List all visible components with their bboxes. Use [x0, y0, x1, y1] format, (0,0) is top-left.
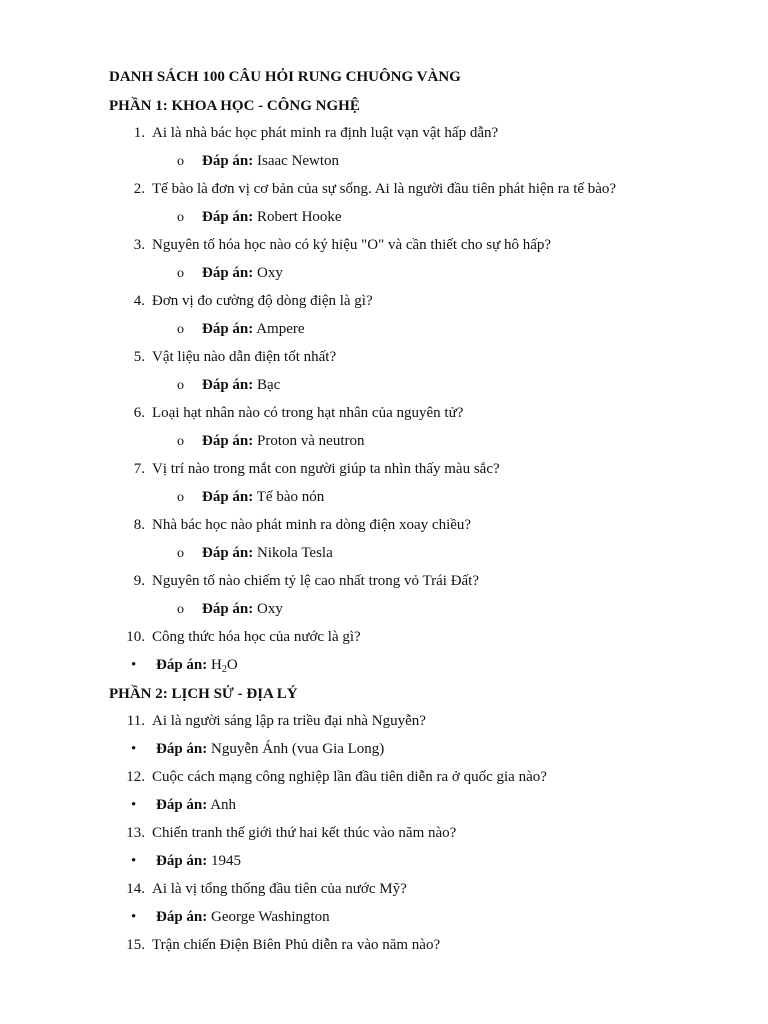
answer-item [177, 599, 283, 620]
question-text: Nguyên tố nào chiếm tỷ lệ cao nhất trong vỏ Trái Đất? [152, 573, 480, 589]
question-item [121, 879, 407, 899]
question-text: Ai là vị tổng thống đầu tiên của nước Mỹ? [152, 881, 407, 897]
answer-text: Ampere [256, 321, 305, 337]
answer-text: Nikola Tesla [257, 545, 333, 561]
answer-label: Đáp án: [202, 489, 254, 505]
answer-label: Đáp án: [156, 741, 208, 757]
bullet-icon: • [131, 657, 137, 673]
answer-item [177, 487, 324, 508]
sub-bullet-icon: o [177, 154, 184, 169]
document-title: DANH SÁCH 100 CÂU HỎI RUNG CHUÔNG VÀNG [109, 69, 461, 85]
answer-item [131, 795, 236, 815]
question-item [121, 767, 547, 787]
answer-item [177, 263, 283, 284]
answer-label: Đáp án: [202, 545, 254, 561]
answer-item [131, 851, 241, 871]
sub-bullet-icon: o [177, 210, 184, 225]
bullet-icon: • [131, 741, 137, 757]
question-text: Tế bào là đơn vị cơ bản của sự sống. Ai là người đầu tiên phát hiện ra tế bào? [152, 181, 617, 197]
question-item [121, 123, 498, 143]
question-item [121, 235, 551, 255]
question-item [121, 347, 336, 367]
question-text: Chiến tranh thế giới thứ hai kết thúc vào năm nào? [152, 825, 457, 841]
question-text: Đơn vị đo cường độ dòng điện là gì? [152, 293, 373, 309]
answer-text: Tế bào nón [256, 489, 325, 505]
answer-label: Đáp án: [156, 853, 208, 869]
question-number: 10. [126, 629, 145, 645]
answer-label: Đáp án: [156, 797, 208, 813]
answer-text: George Washington [211, 909, 330, 925]
question-number: 13. [126, 825, 145, 841]
question-number: 9. [133, 573, 145, 589]
question-item [121, 935, 440, 955]
answer-text: 1945 [211, 853, 242, 869]
answer-text: Proton và neutron [257, 433, 365, 449]
question-number: 12. [126, 769, 145, 785]
question-number: 5. [133, 349, 145, 365]
question-number: 2. [133, 181, 145, 197]
question-text: Công thức hóa học của nước là gì? [152, 629, 361, 645]
question-text: Ai là người sáng lập ra triều đại nhà Nguyễn? [152, 713, 426, 729]
answer-item [131, 655, 238, 680]
part1-heading: PHẦN 1: KHOA HỌC - CÔNG NGHỆ [109, 98, 360, 114]
question-number: 1. [133, 125, 145, 141]
answer-item [177, 207, 342, 228]
question-item [121, 515, 471, 535]
sub-bullet-icon: o [177, 266, 184, 281]
answer-text: Oxy [257, 265, 283, 281]
answer-item [177, 151, 339, 172]
sub-bullet-icon: o [177, 434, 184, 449]
answer-item [177, 375, 280, 396]
question-text: Vị trí nào trong mắt con người giúp ta nhìn thấy màu sắc? [152, 461, 500, 477]
sub-bullet-icon: o [177, 378, 184, 393]
question-number: 8. [133, 517, 145, 533]
answer-item [177, 431, 365, 452]
question-number: 14. [126, 881, 145, 897]
question-text: Trận chiến Điện Biên Phủ diễn ra vào năm nào? [152, 937, 441, 953]
question-text: Cuộc cách mạng công nghiệp lần đầu tiên diễn ra ở quốc gia nào? [152, 769, 547, 785]
sub-bullet-icon: o [177, 546, 184, 561]
answer-text: Isaac Newton [257, 153, 340, 169]
question-number: 11. [126, 713, 145, 729]
question-item [121, 711, 426, 731]
question-text: Nguyên tố hóa học nào có ký hiệu "O" và cần thiết cho sự hô hấp? [152, 237, 552, 253]
sub-bullet-icon: o [177, 322, 184, 337]
answer-label: Đáp án: [156, 909, 208, 925]
question-number: 7. [133, 461, 145, 477]
question-number: 6. [133, 405, 145, 421]
answer-label: Đáp án: [202, 209, 254, 225]
answer-label: Đáp án: [202, 153, 254, 169]
question-item [121, 179, 616, 199]
question-item [121, 459, 500, 479]
question-number: 15. [126, 937, 145, 953]
answer-text: Anh [210, 797, 237, 813]
question-number: 4. [133, 293, 145, 309]
answer-text: Nguyễn Ánh (vua Gia Long) [211, 741, 385, 757]
answer-label: Đáp án: [202, 377, 254, 393]
answer-label: Đáp án: [156, 657, 208, 673]
bullet-icon: • [131, 797, 137, 813]
answer-item [177, 543, 333, 564]
answer-label: Đáp án: [202, 265, 254, 281]
sub-bullet-icon: o [177, 602, 184, 617]
question-text: Nhà bác học nào phát minh ra dòng điện xoay chiều? [152, 517, 472, 533]
bullet-icon: • [131, 909, 137, 925]
answer-text: Oxy [257, 601, 283, 617]
answer-label: Đáp án: [202, 321, 254, 337]
answer-item [177, 319, 305, 340]
answer-label: Đáp án: [202, 601, 254, 617]
question-item [121, 571, 479, 591]
question-item [121, 403, 463, 423]
question-text: Ai là nhà bác học phát minh ra định luật vạn vật hấp dẫn? [152, 125, 499, 141]
question-item [121, 627, 361, 647]
question-item [121, 823, 456, 843]
answer-item [131, 907, 330, 927]
answer-text: Bạc [257, 377, 281, 393]
part2-heading: PHẦN 2: LỊCH SỬ - ĐỊA LÝ [109, 686, 298, 702]
question-text: Vật liệu nào dẫn điện tốt nhất? [152, 349, 337, 365]
answer-text: $H_2O$ [211, 657, 238, 675]
question-text: Loại hạt nhân nào có trong hạt nhân của nguyên tử? [152, 405, 464, 421]
question-number: 3. [133, 237, 145, 253]
question-item [121, 291, 373, 311]
answer-item [131, 739, 384, 759]
sub-bullet-icon: o [177, 490, 184, 505]
answer-label: Đáp án: [202, 433, 254, 449]
bullet-icon: • [131, 853, 137, 869]
answer-text: Robert Hooke [257, 209, 342, 225]
